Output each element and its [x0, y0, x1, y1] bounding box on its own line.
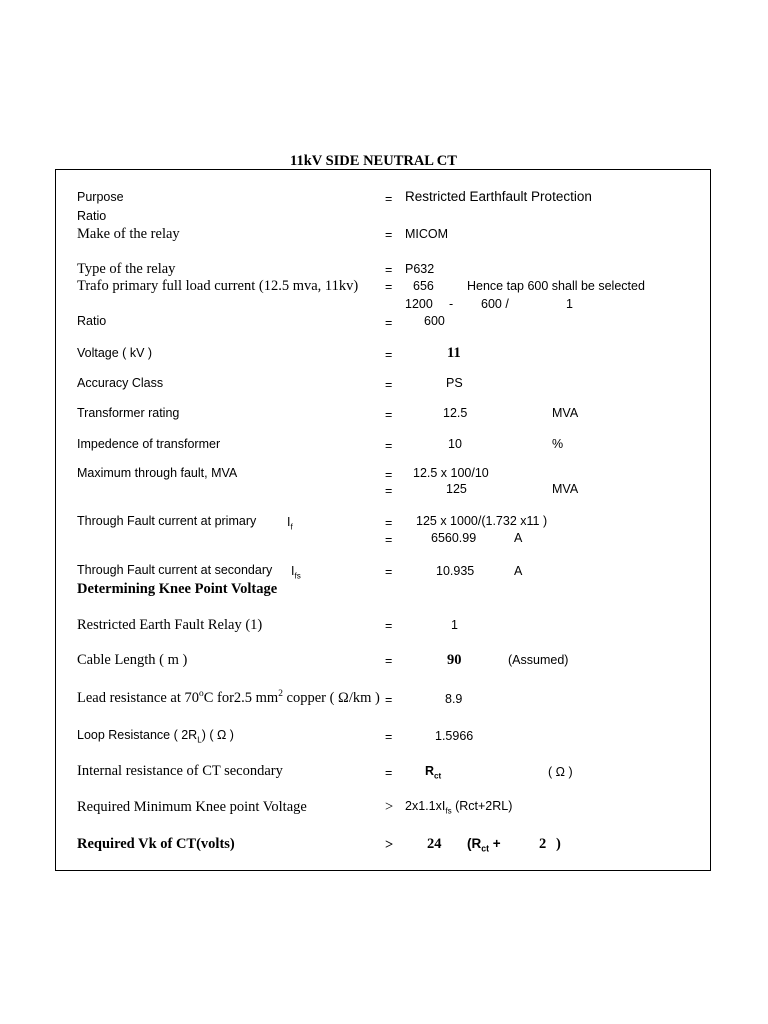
max-fault-equals: =: [385, 468, 393, 482]
rating-value: 12.5: [443, 406, 468, 420]
ratio-value: 600: [424, 314, 445, 328]
cable-note: (Assumed): [508, 653, 569, 667]
max-fault-value: 125: [446, 482, 467, 496]
purpose-equals: =: [385, 192, 393, 206]
purpose-label: Purpose: [77, 190, 124, 204]
internal-unit: ( Ω ): [548, 765, 573, 779]
voltage-equals: =: [385, 348, 393, 362]
internal-equals: =: [385, 766, 393, 780]
tap-primary: 1200: [405, 297, 433, 311]
tf-secondary-label: Through Fault current at secondary: [77, 563, 273, 577]
impedence-unit: %: [552, 437, 564, 451]
cable-equals: =: [385, 654, 393, 668]
loop-equals: =: [385, 730, 393, 744]
max-fault-expression: 12.5 x 100/10: [413, 466, 489, 480]
loop-value: 1.5966: [435, 729, 474, 743]
ref-relay-label: Restricted Earth Fault Relay (1): [77, 617, 263, 633]
tap-secondary: 1: [566, 297, 573, 311]
req-min-op: >: [385, 799, 394, 815]
rating-equals: =: [385, 408, 393, 422]
max-fault-equals-2: =: [385, 484, 393, 498]
ref-relay-equals: =: [385, 619, 393, 633]
voltage-label: Voltage ( kV ): [77, 346, 153, 360]
loop-label: Loop Resistance ( $2R_L$) ( Ω ): [77, 728, 234, 745]
internal-symbol: $R_{ct}$: [425, 764, 442, 781]
make-equals: =: [385, 228, 393, 242]
tf-secondary-symbol: $I_{fs}$: [291, 564, 301, 581]
ratio-top-label: Ratio: [77, 209, 107, 223]
tf-primary-equals-2: =: [385, 533, 393, 547]
cable-value: 90: [447, 652, 462, 668]
req-vk-value: 24: [427, 836, 442, 852]
tf-primary-unit: A: [514, 531, 523, 545]
tf-primary-value: 6560.99: [431, 531, 477, 545]
req-vk-label: Required Vk of CT(volts): [77, 836, 235, 852]
section-heading: Determining Knee Point Voltage: [77, 581, 278, 597]
max-fault-unit: MVA: [552, 482, 579, 496]
cable-label: Cable Length ( m ): [77, 652, 188, 668]
type-equals: =: [385, 263, 393, 277]
req-vk-op: >: [385, 837, 394, 853]
impedence-value: 10: [448, 437, 462, 451]
tf-primary-equals: =: [385, 516, 393, 530]
purpose-value: Restricted Earthfault Protection: [405, 189, 592, 204]
accuracy-value: PS: [446, 376, 463, 390]
type-value: P632: [405, 262, 435, 276]
req-vk-two: 2: [539, 836, 547, 852]
trafo-value: 656: [413, 279, 434, 293]
tf-primary-symbol: $I_f$: [287, 515, 293, 532]
ratio-equals: =: [385, 316, 393, 330]
req-min-label: Required Minimum Knee point Voltage: [77, 799, 307, 815]
type-label: Type of the relay: [77, 261, 176, 277]
page-title: 11kV SIDE NEUTRAL CT: [290, 153, 457, 169]
make-label: Make of the relay: [77, 226, 180, 242]
accuracy-label: Accuracy Class: [77, 376, 164, 390]
impedence-label: Impedence of transformer: [77, 437, 221, 451]
lead-value: 8.9: [445, 692, 463, 706]
rating-unit: MVA: [552, 406, 579, 420]
tap-dash: -: [449, 297, 454, 311]
tf-primary-label: Through Fault current at primary: [77, 514, 257, 528]
req-vk-close: ): [556, 836, 561, 852]
req-min-formula: $2x1.1xI_{fs}$ (Rct+2RL): [405, 799, 513, 816]
rating-label: Transformer rating: [77, 406, 180, 420]
ref-relay-value: 1: [451, 618, 458, 632]
req-vk-rct: ($R_{ct}$ +: [467, 836, 501, 854]
ratio-label: Ratio: [77, 314, 107, 328]
trafo-equals: =: [385, 280, 393, 294]
lead-equals: =: [385, 693, 393, 707]
voltage-value: 11: [447, 345, 461, 361]
tf-secondary-unit: A: [514, 564, 523, 578]
tf-secondary-value: 10.935: [436, 564, 475, 578]
tf-secondary-equals: =: [385, 565, 393, 579]
internal-label: Internal resistance of CT secondary: [77, 763, 283, 779]
trafo-note: Hence tap 600 shall be selected: [467, 279, 645, 293]
impedence-equals: =: [385, 439, 393, 453]
accuracy-equals: =: [385, 378, 393, 392]
lead-label: Lead resistance at 70$^o$C for2.5 $mm^2$ copper ( Ω/km ): [77, 689, 380, 706]
trafo-label: Trafo primary full load current (12.5 mva, 11kv): [77, 278, 359, 294]
make-value: MICOM: [405, 227, 449, 241]
tf-primary-expression: 125 x 1000/(1.732 x11 ): [416, 514, 548, 528]
tap-value: 600 /: [481, 297, 509, 311]
max-fault-label: Maximum through fault, MVA: [77, 466, 238, 480]
